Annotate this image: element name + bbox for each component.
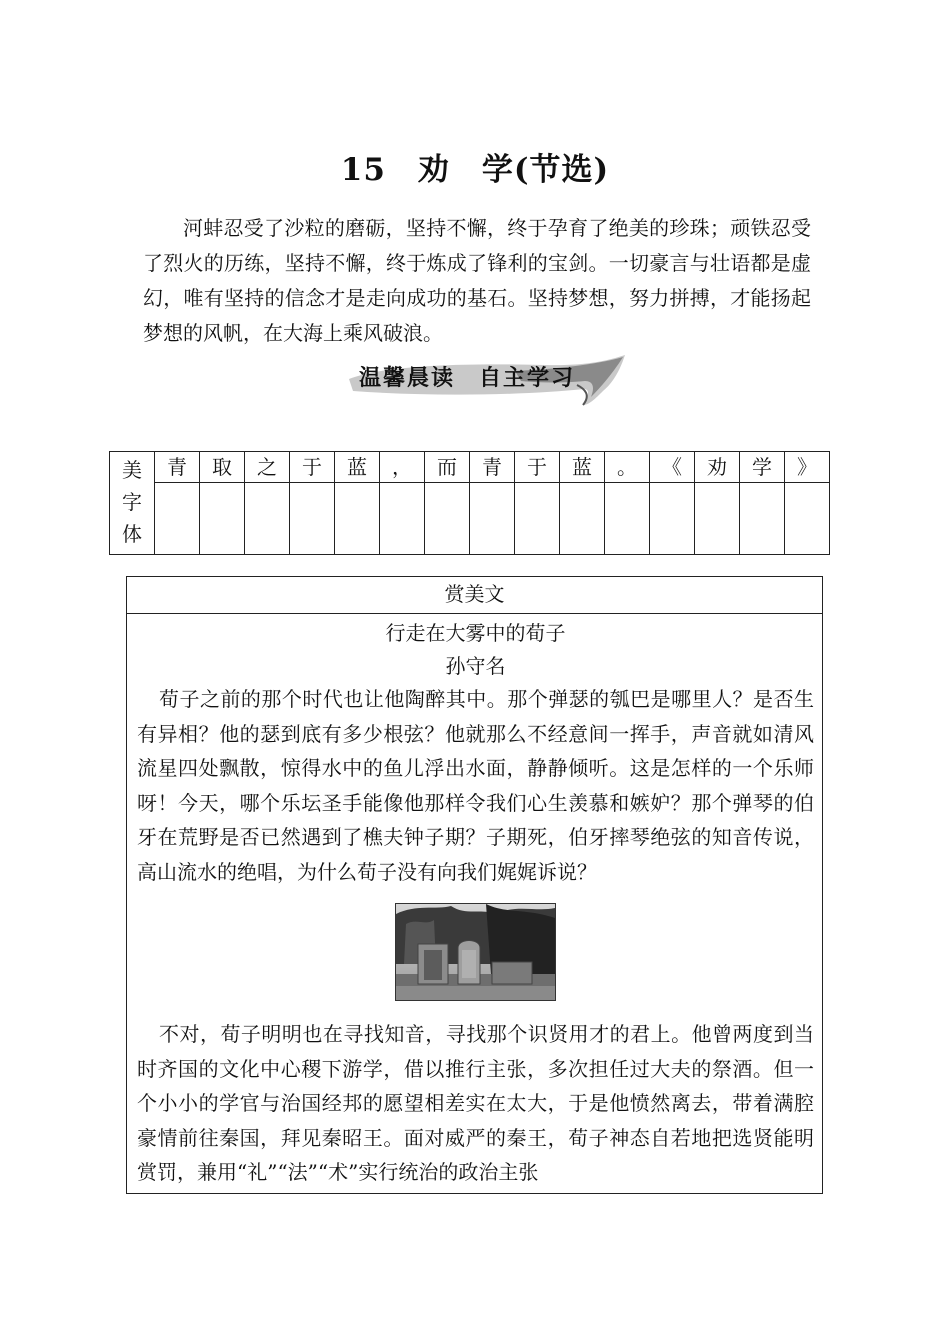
reading-box bbox=[126, 576, 823, 1194]
practice-label-cell: 美 字 体 bbox=[110, 452, 155, 555]
practice-cell[interactable]: 。 bbox=[605, 452, 650, 555]
practice-cell[interactable]: 青 bbox=[155, 452, 200, 555]
reading-box-header: 赏美文 bbox=[127, 577, 822, 614]
practice-cell[interactable]: 取 bbox=[200, 452, 245, 555]
practice-cell[interactable]: 蓝 bbox=[560, 452, 605, 555]
practice-cell[interactable]: 》 bbox=[785, 452, 830, 555]
practice-cell[interactable]: 于 bbox=[515, 452, 560, 555]
reading-box-body bbox=[127, 614, 822, 1190]
practice-cell[interactable]: 而 bbox=[425, 452, 470, 555]
practice-cell[interactable]: ， bbox=[380, 452, 425, 555]
banner-label: 温馨晨读 自主学习 bbox=[359, 366, 576, 391]
lesson-title: 15 劝 学(节选) bbox=[340, 152, 610, 188]
practice-cell[interactable]: 于 bbox=[290, 452, 335, 555]
article-paragraph: 不对，荀子明明也在寻找知音，寻找那个识贤用才的君上。他曾两度到当时齐国的文化中心稷下游学，借以推行主张，多次担任过大夫的祭酒。但一个小小的学官与治国经邦的愿望相差实在太大，于是他愤然离去，带着满腔豪情前往秦国，拜见秦昭王。面对威严的秦王，荀子神态自若地把选贤能明赏罚，兼用“礼”“法”“术”实行统治的政治主张 bbox=[137, 1022, 814, 1184]
practice-cell[interactable]: 《 bbox=[650, 452, 695, 555]
calligraphy-practice-table bbox=[109, 451, 830, 555]
practice-cell[interactable]: 蓝 bbox=[335, 452, 380, 555]
practice-cell[interactable]: 之 bbox=[245, 452, 290, 555]
practice-cell[interactable]: 学 bbox=[740, 452, 785, 555]
article-author: 孙守名 bbox=[445, 654, 506, 678]
practice-label: 美 bbox=[122, 458, 142, 482]
section-banner bbox=[345, 351, 630, 407]
practice-cell[interactable]: 青 bbox=[470, 452, 515, 555]
practice-cell[interactable]: 劝 bbox=[695, 452, 740, 555]
article-paragraph: 荀子之前的那个时代也让他陶醉其中。那个弹瑟的瓠巴是哪里人？是否生有异相？他的瑟到底有多少根弦？他就那么不经意间一挥手，声音就如清风流星四处飘散，惊得水中的鱼儿浮出水面，静静倾听。这是怎样的一个乐师呀！今天，哪个乐坛圣手能像他那样令我们心生羡慕和嫉妒？那个弹琴的伯牙在荒野是否已然遇到了樵夫钟子期？子期死，伯牙摔琴绝弦的知音传说，高山流水的绝唱，为什么荀子没有向我们娓娓诉说？ bbox=[137, 687, 814, 884]
intro-paragraph: 河蚌忍受了沙粒的磨砺，坚持不懈，终于孕育了绝美的珍珠；顽铁忍受了烈火的历练，坚持不懈，终于炼成了锋利的宝剑。一切豪言与壮语都是虚幻，唯有坚持的信念才是走向成功的基石。坚持梦想，努力拼搏，才能扬起梦想的风帆，在大海上乘风破浪。 bbox=[143, 216, 811, 345]
article-title: 行走在大雾中的荀子 bbox=[385, 621, 566, 645]
tomb-photo-image bbox=[395, 903, 556, 1001]
